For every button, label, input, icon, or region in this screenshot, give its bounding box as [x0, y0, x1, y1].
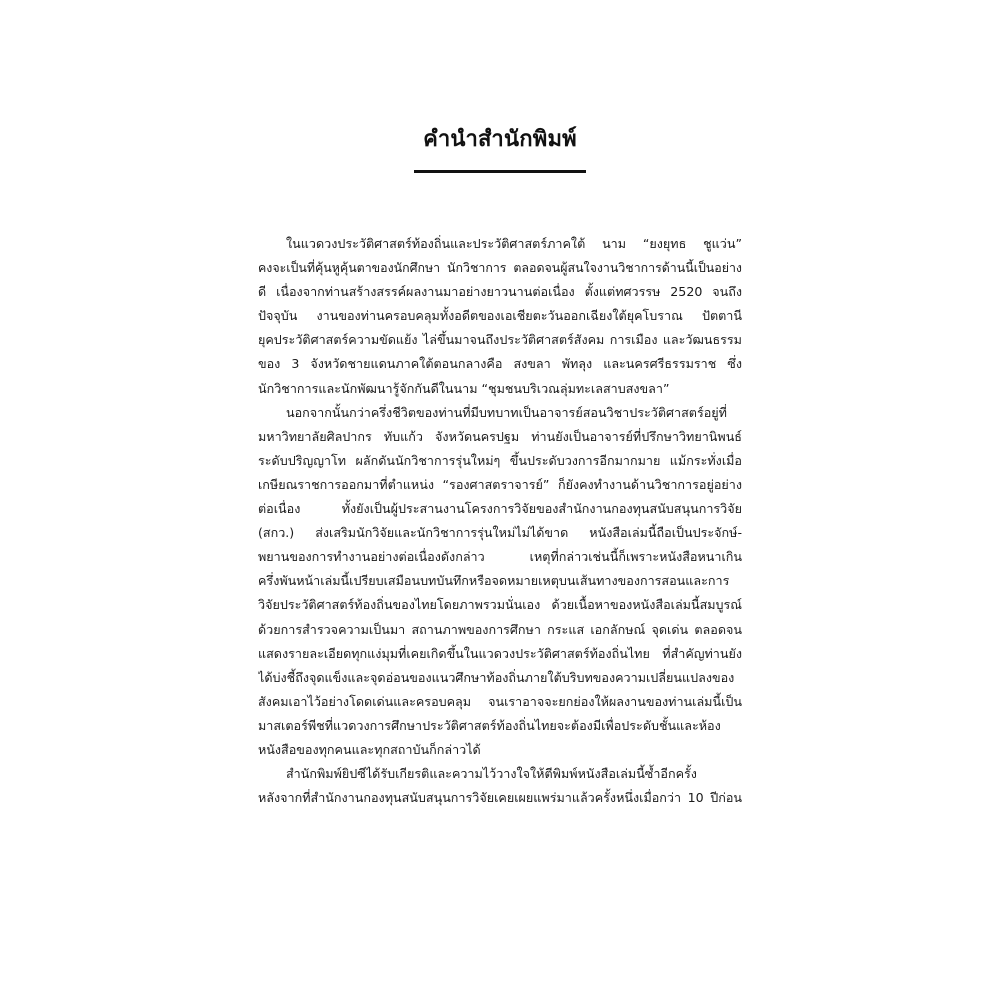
paragraph-2-line-10: ด้วยการสำรวจความเป็นมา สถานภาพของการศึกษา กระแส เอกลักษณ์ จุดเด่น ตลอดจน — [258, 621, 742, 637]
paragraph-2-line-15: หนังสือของทุกคนและทุกสถาบันก็กล่าวได้ — [258, 741, 481, 757]
paragraph-2-line-11: แสดงรายละเอียดทุกแง่มุมที่เคยเกิดขึ้นในแวดวงประวัติศาสตร์ท้องถิ่นไทย ที่สำคัญท่านยัง — [258, 645, 742, 661]
paragraph-2-line-8: ครึ่งพันหน้าเล่มนี้เปรียบเสมือนบทบันทึกหรือจดหมายเหตุบนเส้นทางของการสอนและการ — [258, 573, 730, 589]
paragraph-2-line-1: นอกจากนั้นกว่าครึ่งชีวิตของท่านที่มีบทบาทเป็นอาจารย์สอนวิชาประวัติศาสตร์อยู่ที่ — [286, 404, 727, 420]
paragraph-1-line-1: ในแวดวงประวัติศาสตร์ท้องถิ่นและประวัติศาสตร์ภาคใต้ นาม “ยงยุทธ ชูแว่น” — [286, 236, 742, 251]
title-underline — [414, 170, 586, 173]
paragraph-2-line-13: สังคมเอาไว้อย่างโดดเด่นและครอบคลุม จนเราอาจจะยกย่องให้ผลงานของท่านเล่มนี้เป็น — [258, 693, 742, 709]
paragraph-1-line-6: ของ 3 จังหวัดชายแดนภาคใต้ตอนกลางคือ สงขลา พัทลุง และนครศรีธรรมราช ซึ่ง — [258, 356, 742, 372]
paragraph-2-line-9: วิจัยประวัติศาสตร์ท้องถิ่นของไทยโดยภาพรวมนั่นเอง ด้วยเนื้อหาของหนังสือเล่มนี้สมบูรณ์ — [258, 597, 742, 613]
paragraph-2-line-7: พยานของการทำงานอย่างต่อเนื่องดังกล่าว เหตุที่กล่าวเช่นนี้ก็เพราะหนังสือหนาเกิน — [258, 549, 742, 565]
paragraph-2-line-12: ได้บ่งชี้ถึงจุดแข็งและจุดอ่อนของแนวศึกษาท้องถิ่นภายใต้บริบทของความเปลี่ยนแปลงของ — [258, 669, 735, 685]
paragraph-1-line-2: คงจะเป็นที่คุ้นหูคุ้นตาของนักศึกษา นักวิชาการ ตลอดจนผู้สนใจงานวิชาการด้านนี้เป็นอย่าง — [258, 260, 742, 276]
paragraph-3-line-1: สำนักพิมพ์ยิปซีได้รับเกียรติและความไว้วางใจให้ตีพิมพ์หนังสือเล่มนี้ซ้ำอีกครั้ง — [286, 766, 697, 782]
paragraph-2-line-4: เกษียณราชการออกมาที่ตำแหน่ง “รองศาสตราจารย์” ก็ยังคงทำงานด้านวิชาการอยู่อย่าง — [258, 476, 742, 492]
foreword-body — [258, 232, 742, 810]
paragraph-2-line-14: มาสเตอร์พีชที่แวดวงการศึกษาประวัติศาสตร์ท้องถิ่นไทยจะต้องมีเพื่อประดับชั้นและห้อง — [258, 717, 721, 733]
paragraph-1-line-4: ปัจจุบัน งานของท่านครอบคลุมทั้งอดีตของเอเชียตะวันออกเฉียงใต้ยุคโบราณ ปัตตานี — [258, 308, 742, 324]
paragraph-1-line-3: ดี เนื่องจากท่านสร้างสรรค์ผลงานมาอย่างยาวนานต่อเนื่อง ตั้งแต่ทศวรรษ 2520 จนถึง — [258, 284, 742, 300]
page-title: คำนำสำนักพิมพ์ — [423, 127, 577, 152]
paragraph-2-line-3: ระดับปริญญาโท ผลักดันนักวิชาการรุ่นใหม่ๆ ขึ้นประดับวงการอีกมากมาย แม้กระทั่งเมื่อ — [258, 452, 742, 468]
paragraph-2-line-5: ต่อเนื่อง ทั้งยังเป็นผู้ประสานงานโครงการวิจัยของสำนักงานกองทุนสนับสนุนการวิจัย — [258, 501, 742, 517]
paragraph-3-line-2: หลังจากที่สำนักงานกองทุนสนับสนุนการวิจัยเคยเผยแพร่มาแล้วครั้งหนึ่งเมื่อกว่า 10 ปีก่อน — [258, 790, 742, 806]
paragraph-1-line-7: นักวิชาการและนักพัฒนารู้จักกันดีในนาม “ชุมชนบริเวณลุ่มทะเลสาบสงขลา” — [258, 380, 670, 396]
paragraph-1-line-5: ยุคประวัติศาสตร์ความขัดแย้ง ไล่ขึ้นมาจนถึงประวัติศาสตร์สังคม การเมือง และวัฒนธรรม — [258, 332, 742, 348]
paragraph-2-line-6: (สกว.) ส่งเสริมนักวิจัยและนักวิชาการรุ่นใหม่ไม่ได้ขาด หนังสือเล่มนี้ถือเป็นประจักษ์- — [258, 525, 742, 541]
paragraph-2-line-2: มหาวิทยาลัยศิลปากร ทับแก้ว จังหวัดนครปฐม ท่านยังเป็นอาจารย์ที่ปรึกษาวิทยานิพนธ์ — [258, 428, 742, 444]
